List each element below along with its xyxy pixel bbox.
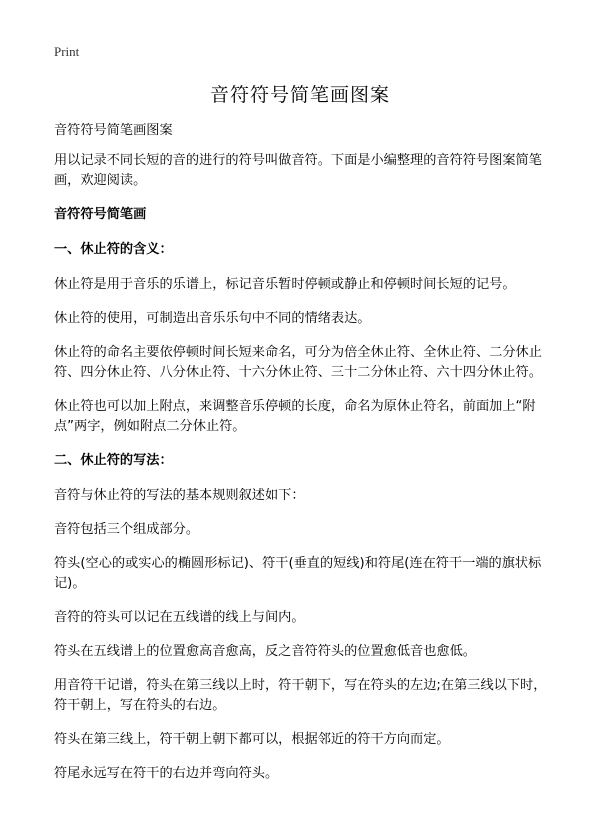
section-heading: 音符符号简笔画 (54, 207, 147, 222)
part2-paragraph: 符头(空心的或实心的椭圆形标记)、符干(垂直的短线)和符尾(连在符干一端的旗状标记)。 (54, 556, 542, 591)
part2-paragraph: 符尾永远写在符干的右边并弯向符头。 (54, 766, 279, 781)
part2-paragraph: 音符包括三个组成部分。 (54, 522, 200, 537)
page-title: 音符符号简笔画图案 (209, 84, 390, 106)
part1-paragraph: 休止符也可以加上附点，来调整音乐停顿的长度，命名为原休止符名，前面加上“附点”两字，例如附点二分休止符。 (54, 399, 536, 434)
print-link[interactable]: Print (54, 44, 80, 59)
document-body (54, 121, 554, 798)
part1-heading: 一、休止符的含义： (54, 242, 173, 257)
part2-paragraph: 符头在第三线上，符干朝上朝下都可以，根据邻近的符干方向而定。 (54, 732, 450, 747)
part2-paragraph: 用音符干记谱，符头在第三线以上时，符干朝下，写在符头的左边;在第三线以下时，符干朝上，写在符头的右边。 (54, 678, 547, 713)
part2-paragraph: 符头在五线谱上的位置愈高音愈高，反之音符符头的位置愈低音也愈低。 (54, 644, 476, 659)
part1-paragraph: 休止符是用于音乐的乐谱上，标记音乐暂时停顿或静止和停顿时间长短的记号。 (54, 277, 516, 292)
part2-paragraph: 音符与休止符的写法的基本规则叙述如下： (54, 488, 305, 503)
part2-paragraph: 音符的符头可以记在五线谱的线上与间内。 (54, 610, 305, 625)
part1-paragraph: 休止符的命名主要依停顿时间长短来命名，可分为倍全休止符、全休止符、二分休止符、四分休止符、八分休止符、十六分休止符、三十二分休止符、六十四分休止符。 (54, 345, 542, 380)
part2-heading: 二、休止符的写法： (54, 453, 173, 468)
document-subtitle: 音符符号简笔画图案 (54, 123, 173, 138)
intro-paragraph: 用以记录不同长短的音的进行的符号叫做音符。下面是小编整理的音符符号图案简笔画，欢迎阅读。 (54, 153, 542, 188)
part1-paragraph: 休止符的使用，可制造出音乐乐句中不同的情绪表达。 (54, 311, 371, 326)
